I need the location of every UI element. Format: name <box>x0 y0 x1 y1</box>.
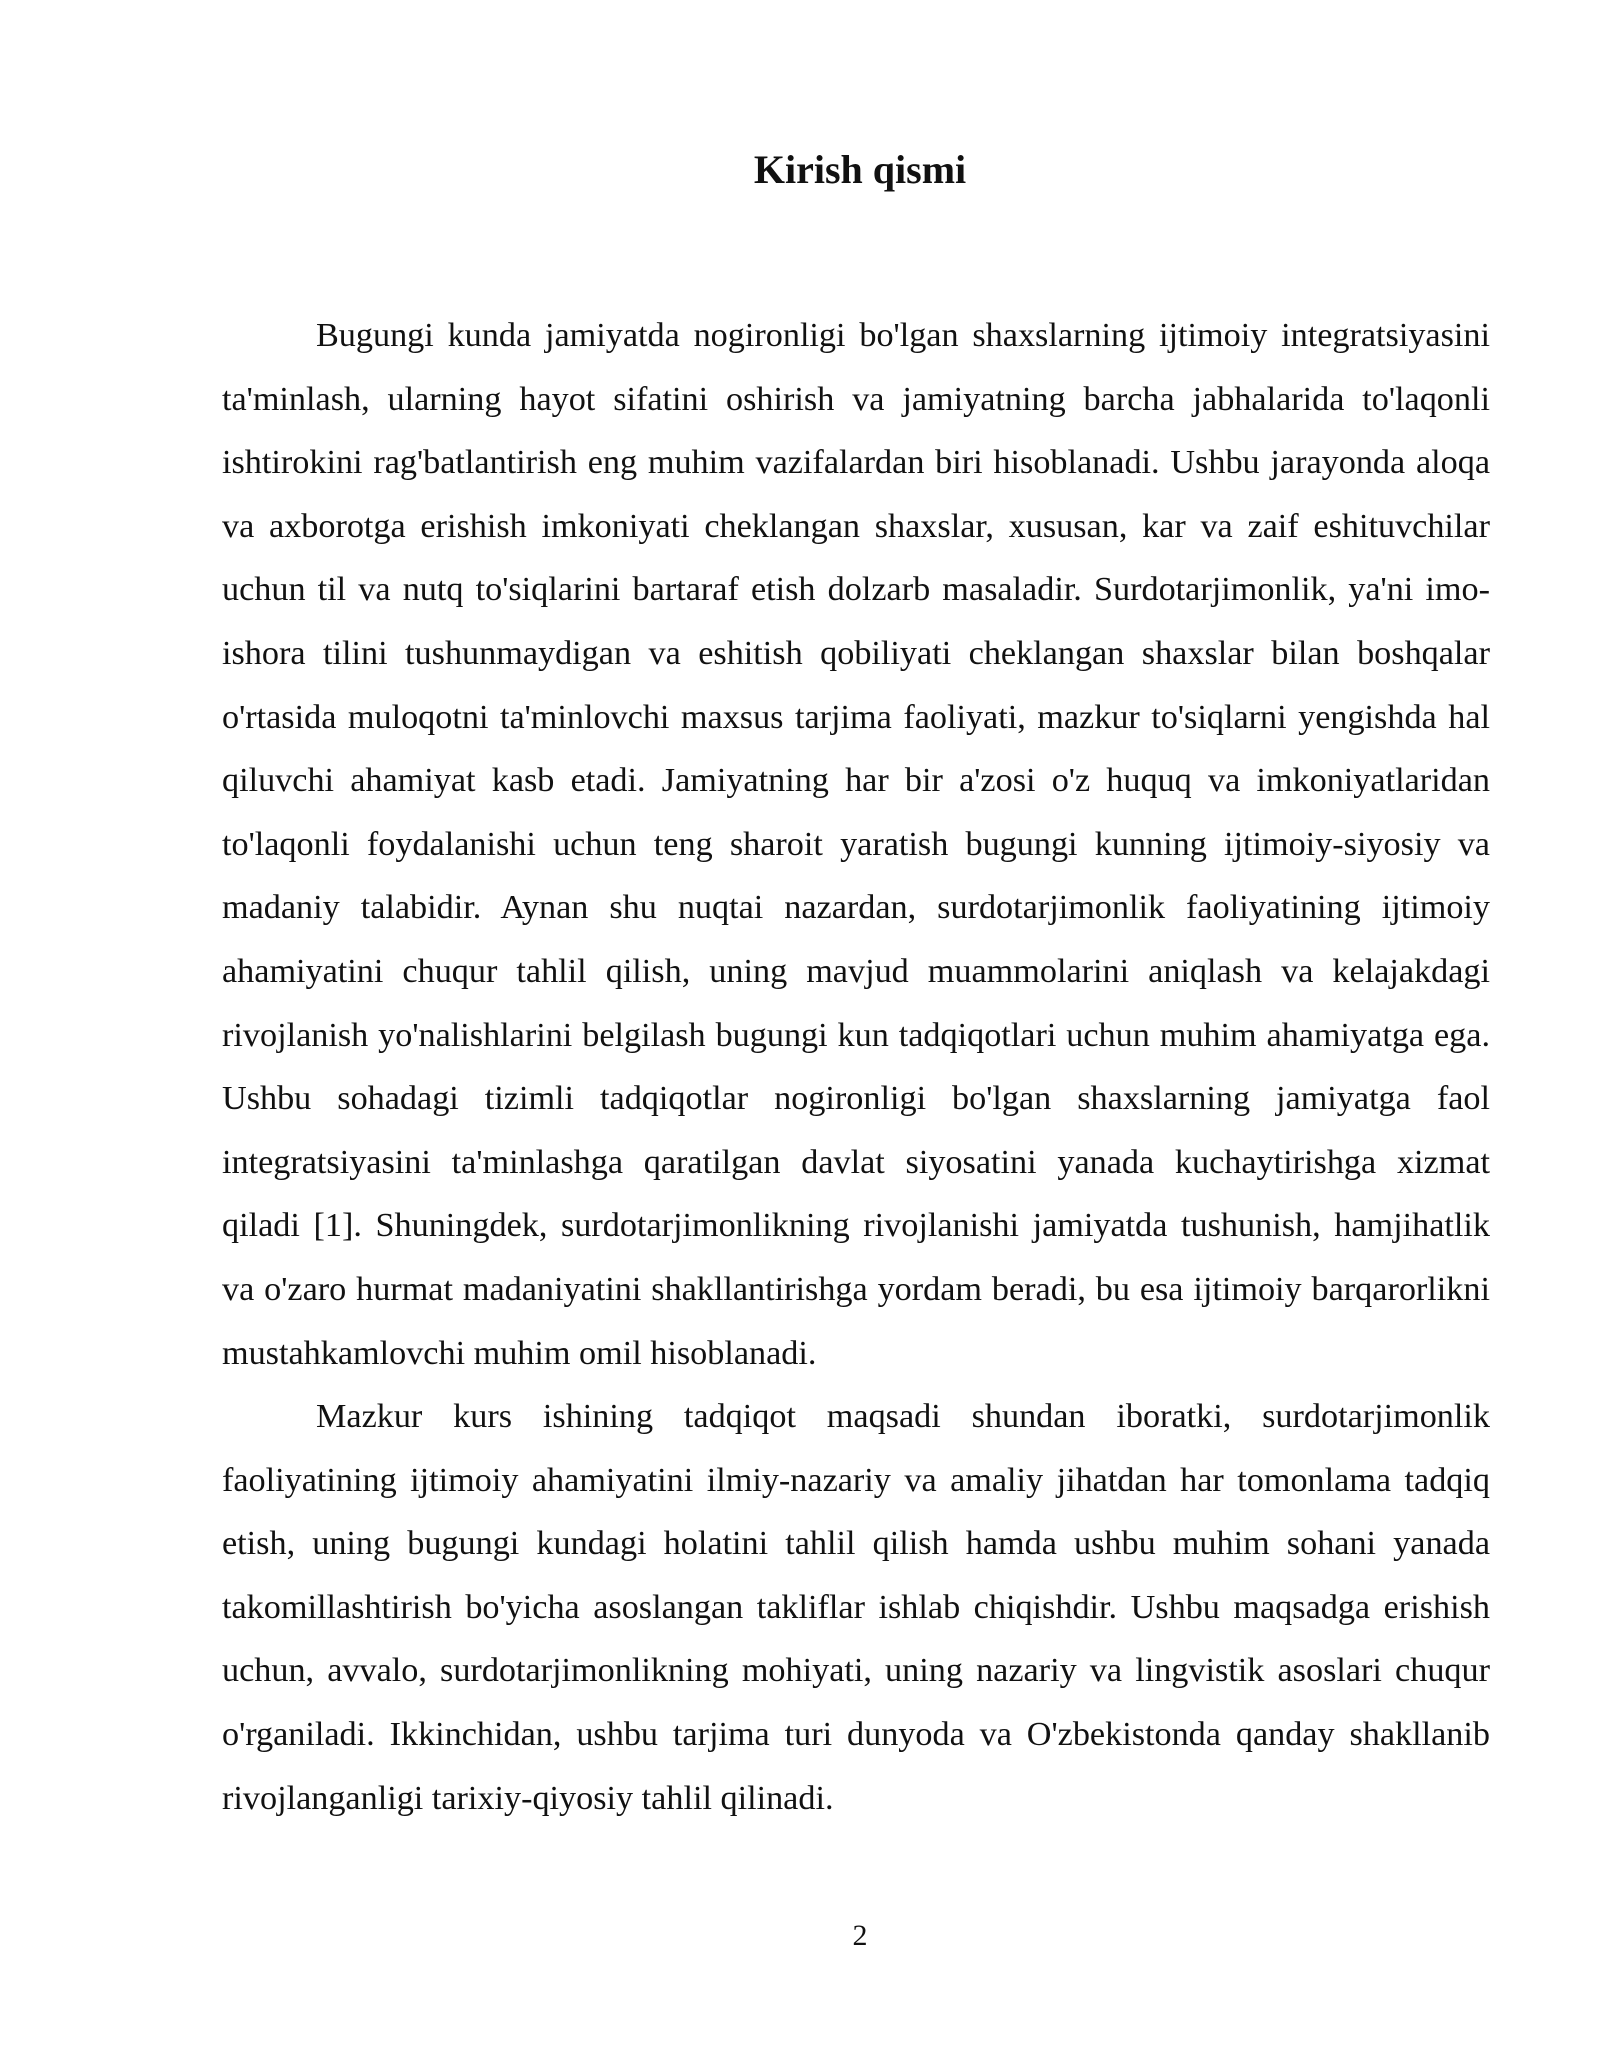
paragraph-2: Mazkur kurs ishining tadqiqot maqsadi shundan iboratki, surdotarjimonlik faoliyatining ijtimoiy ahamiyatini ilmiy-nazariy va amaliy jihatdan har tomonlama tadqiq etish, uning bugungi kundagi holatini tahlil qilish hamda ushbu muhim sohani yanada takomillashtirish bo'yicha asoslangan takliflar ishlab chiqishdir. Ushbu maqsadga erishish uchun, avvalo, surdotarjimonlikning mohiyati, uning nazariy va lingvistik asoslari chuqur o'rganiladi. Ikkinchidan, ushbu tarjima turi dunyoda va O'zbekistonda qanday shakllanib rivojlanganligi tarixiy-qiyosiy tahlil qilinadi. <box>222 1398 1490 1817</box>
page-title: Kirish qismi <box>753 147 967 192</box>
page-number: 2 <box>852 1919 868 1952</box>
body-text <box>222 304 1490 1830</box>
paragraph-1: Bugungi kunda jamiyatda nogironligi bo'lgan shaxslarning ijtimoiy integratsiyasini ta'minlash, ularning hayot sifatini oshirish va jamiyatning barcha jabhalarida to'laqonli ishtirokini rag'batlantirish eng muhim vazifalardan biri hisoblanadi. Ushbu jarayonda aloqa va axborotga erishish imkoniyati cheklangan shaxslar, xususan, kar va zaif eshituvchilar uchun til va nutq to'siqlarini bartaraf etish dolzarb masaladir. Surdotarjimonlik, ya'ni imo-ishora tilini tushunmaydigan va eshitish qobiliyati cheklangan shaxslar bilan boshqalar o'rtasida muloqotni ta'minlovchi maxsus tarjima faoliyati, mazkur to'siqlarni yengishda hal qiluvchi ahamiyat kasb etadi. Jamiyatning har bir a'zosi o'z huquq va imkoniyatlaridan to'laqonli foydalanishi uchun teng sharoit yaratish bugungi kunning ijtimoiy-siyosiy va madaniy talabidir. Aynan shu nuqtai nazardan, surdotarjimonlik faoliyatining ijtimoiy ahamiyatini chuqur tahlil qilish, uning mavjud muammolarini aniqlash va kelajakdagi rivojlanish yo'nalishlarini belgilash bugungi kun tadqiqotlari uchun muhim ahamiyatga ega. Ushbu sohadagi tizimli tadqiqotlar nogironligi bo'lgan shaxslarning jamiyatga faol integratsiyasini ta'minlashga qaratilgan davlat siyosatini yanada kuchaytirishga xizmat qiladi [1]. Shuningdek, surdotarjimonlikning rivojlanishi jamiyatda tushunish, hamjihatlik va o'zaro hurmat madaniyatini shakllantirishga yordam beradi, bu esa ijtimoiy barqarorlikni mustahkamlovchi muhim omil hisoblanadi. <box>222 317 1490 1372</box>
